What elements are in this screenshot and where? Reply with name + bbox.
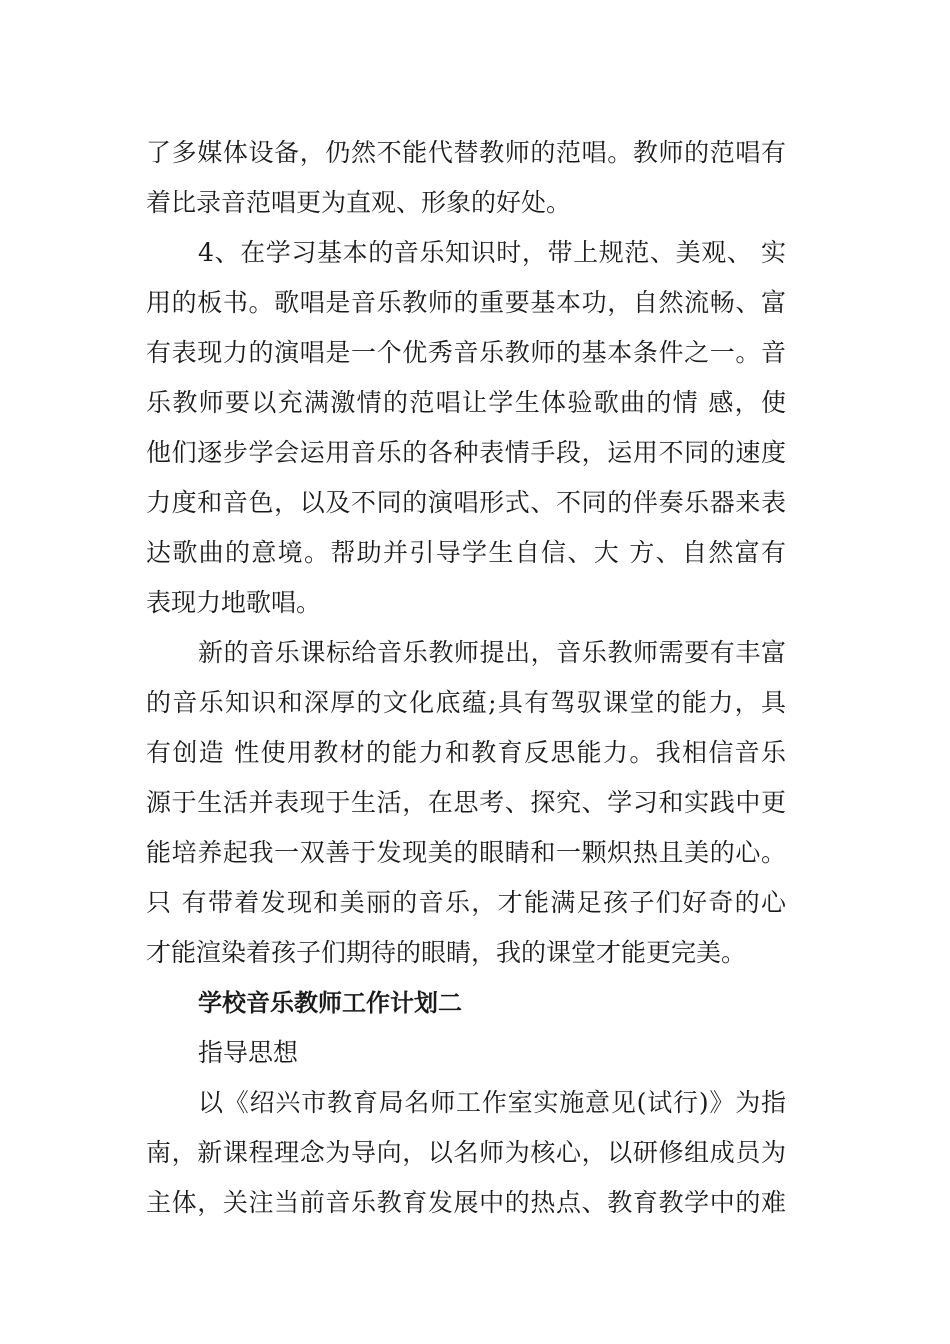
paragraph-line: 有创造 性使用教材的能力和教育反思能力。我相信音乐 <box>146 738 786 767</box>
paragraph-line: 力度和音色，以及不同的演唱形式、不同的伴奏乐器来表 <box>146 488 786 517</box>
paragraph-line: 了多媒体设备，仍然不能代替教师的范唱。教师的范唱有 <box>146 138 786 167</box>
section-heading: 学校音乐教师工作计划二 <box>198 989 462 1017</box>
paragraph-line: 达歌曲的意境。帮助并引导学生自信、大 方、自然富有 <box>146 538 786 567</box>
paragraph-line: 4、在学习基本的音乐知识时，带上规范、美观、 实 <box>198 238 786 267</box>
paragraph-line: 源于生活并表现于生活，在思考、探究、学习和实践中更 <box>146 788 786 817</box>
paragraph-line: 南，新课程理念为导向，以名师为核心，以研修组成员为 <box>146 1138 786 1167</box>
paragraph-line: 的音乐知识和深厚的文化底蕴;具有驾驭课堂的能力，具 <box>146 688 786 717</box>
paragraph-line: 他们逐步学会运用音乐的各种表情手段，运用不同的速度 <box>146 438 786 467</box>
paragraph-line: 乐教师要以充满激情的范唱让学生体验歌曲的情 感，使 <box>146 388 786 417</box>
subsection-heading: 指导思想 <box>198 1038 299 1067</box>
paragraph-line: 主体，关注当前音乐教育发展中的热点、教育教学中的难 <box>146 1188 786 1217</box>
paragraph-line: 表现力地歌唱。 <box>146 588 322 617</box>
paragraph-line: 着比录音范唱更为直观、形象的好处。 <box>146 188 572 217</box>
paragraph-line: 用的板书。歌唱是音乐教师的重要基本功，自然流畅、富 <box>146 288 786 317</box>
paragraph-line: 有表现力的演唱是一个优秀音乐教师的基本条件之一。音 <box>146 338 786 367</box>
paragraph-line: 只 有带着发现和美丽的音乐，才能满足孩子们好奇的心 <box>146 888 786 917</box>
paragraph-line: 能培养起我一双善于发现美的眼睛和一颗炽热且美的心。 <box>146 838 786 867</box>
paragraph-line: 以《绍兴市教育局名师工作室实施意见(试行)》为指 <box>198 1088 786 1117</box>
paragraph-line: 才能渲染着孩子们期待的眼睛，我的课堂才能更完美。 <box>146 938 747 967</box>
paragraph-line: 新的音乐课标给音乐教师提出，音乐教师需要有丰富 <box>198 638 786 667</box>
